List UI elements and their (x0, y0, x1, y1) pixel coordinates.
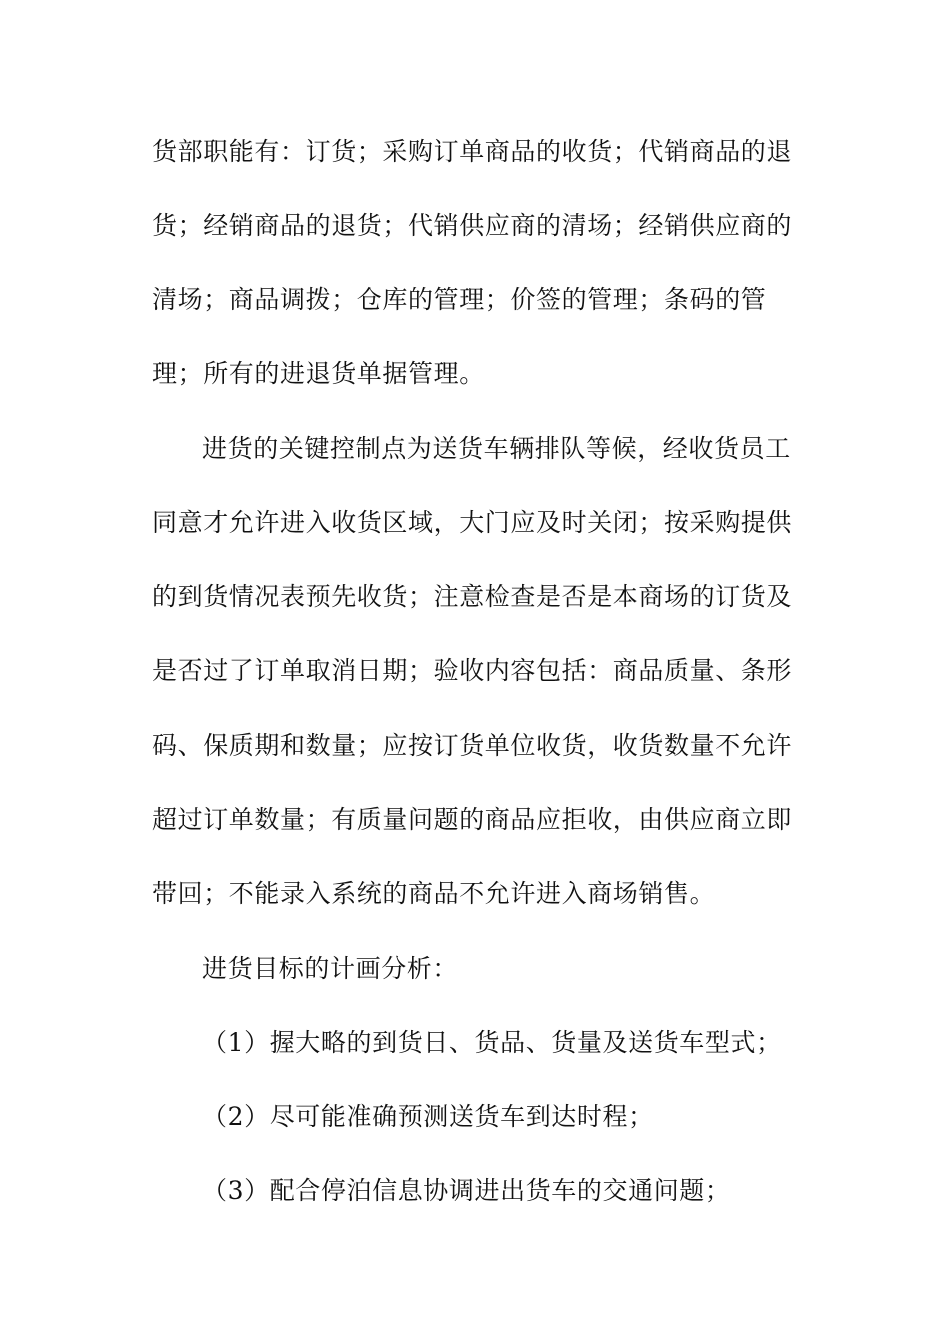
paragraph-2-line-6: 超过订单数量；有质量问题的商品应拒收，由供应商立即 (152, 805, 793, 834)
paragraph-3-heading: 进货目标的计画分析： (202, 954, 459, 983)
list-item-2: （2）尽可能准确预测送货车到达时程； (202, 1102, 654, 1131)
paragraph-2-line-1: 进货的关键控制点为送货车辆排队等候，经收货员工 (202, 434, 791, 463)
paragraph-1-line-4: 理；所有的进退货单据管理。 (152, 359, 485, 388)
paragraph-1-line-2: 货；经销商品的退货；代销供应商的清场；经销供应商的 (152, 211, 793, 240)
paragraph-2-line-4: 是否过了订单取消日期；验收内容包括：商品质量、条形 (152, 656, 793, 685)
paragraph-2-line-3: 的到货情况表预先收货；注意检查是否是本商场的订货及 (152, 582, 793, 611)
paragraph-2-line-5: 码、保质期和数量；应按订货单位收货，收货数量不允许 (152, 731, 793, 760)
list-item-1: （1）握大略的到货日、货品、货量及送货车型式； (202, 1028, 782, 1057)
paragraph-2-line-7: 带回；不能录入系统的商品不允许进入商场销售。 (152, 879, 716, 908)
list-item-3: （3）配合停泊信息协调进出货车的交通问题； (202, 1176, 731, 1205)
paragraph-2-line-2: 同意才允许进入收货区域，大门应及时关闭；按采购提供 (152, 508, 793, 537)
paragraph-1-line-1: 货部职能有：订货；采购订单商品的收货；代销商品的退 (152, 137, 793, 166)
paragraph-1-line-3: 清场；商品调拨；仓库的管理；价签的管理；条码的管 (152, 285, 767, 314)
